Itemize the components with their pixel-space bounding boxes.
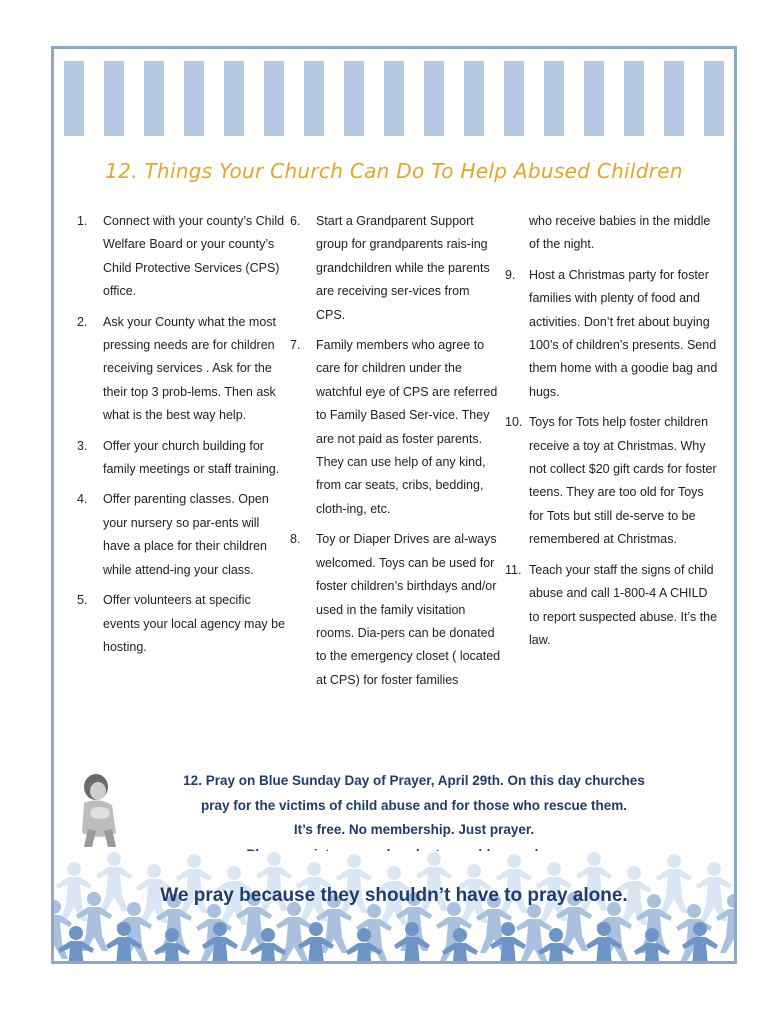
item-number: 10. [505, 415, 523, 430]
item-text: Ask your County what the most pressing needs are for children receiving services . Ask for the their top 3 prob-lems. Then ask what is the best way help. [103, 314, 276, 423]
callout-line: pray for the victims of child abuse and for those who rescue them. [200, 797, 628, 813]
item-number: 3. [77, 438, 88, 453]
list-item [505, 264, 720, 404]
page-title: 12. Things Your Church Can Do To Help Abused Children [105, 159, 683, 183]
item-text: Connect with your county’s Child Welfare Board or your county’s Child Protective Services (CPS) office. [103, 214, 285, 299]
item-number: 7. [290, 338, 301, 353]
item-number: 2. [77, 314, 88, 329]
list-item [505, 559, 720, 653]
item-text: Start a Grandparent Support group for grandparents rais-ing grandchildren while the parents are receiving ser-vices from CPS. [316, 214, 490, 322]
item-continuation: who receive babies in the middle of the night. [529, 214, 711, 252]
item-text: Toy or Diaper Drives are al-ways welcomed. Toys can be used for foster children’s birthdays and/or used in the family visitation rooms. Dia-pers can be donated to the emergency closet ( located at CPS) for foster families [316, 532, 501, 687]
item-number: 9. [505, 267, 516, 282]
list-item [77, 589, 287, 659]
column-1 [77, 210, 287, 666]
list-item [505, 411, 720, 551]
item-number: 8. [290, 532, 301, 547]
item-number: 5. [77, 593, 88, 608]
item-number: 1. [77, 214, 88, 228]
callout-line: It’s free. No membership. Just prayer. [293, 822, 535, 838]
item-text: Teach your staff the signs of child abuse and call 1-800-4 A CHILD to report suspected abuse. It’s the law. [529, 562, 718, 647]
item-number: 6. [290, 214, 301, 228]
item-number: 11. [505, 562, 522, 577]
slogan: We pray because they shouldn’t have to pray alone. [160, 885, 628, 906]
list-item [290, 528, 502, 692]
list-item [77, 488, 287, 582]
item-text: Offer volunteers at specific events your local agency may be hosting. [103, 593, 286, 654]
header-stripes [64, 61, 724, 136]
list-item [290, 210, 502, 327]
item-text: Offer parenting classes. Open your nursery so par-ents will have a place for their children while attend-ing your class. [103, 492, 269, 577]
flyer-frame [51, 46, 737, 964]
item-text: Offer your church building for family meetings or staff training. [103, 438, 280, 477]
list-item [77, 435, 287, 482]
list-item [77, 210, 287, 304]
item-text: Toys for Tots help foster children receive a toy at Christmas. Why not collect $20 gift cards for foster teens. They are too old for Toys for Tots but still de-serve to be remembered at Christmas. [529, 415, 717, 547]
list-item [77, 311, 287, 428]
column-2 [290, 210, 502, 699]
callout-line: 12. Pray on Blue Sunday Day of Prayer, April 29th. On this day churches [183, 773, 645, 788]
column-3 [505, 210, 720, 659]
item-text: Family members who agree to care for children under the watchful eye of CPS are referred to Family Based Ser-vice. They are not paid as foster parents. They can use help of any kind, from car seats, cribs, bedding, cloth-ing, etc. [316, 338, 498, 516]
item-text: Host a Christmas party for foster families with plenty of food and activities. Don’t fret about buying 100’s of children’s presents. Send them home with a goodie bag and hugs. [529, 267, 718, 399]
list-item [290, 334, 502, 521]
item-number: 4. [77, 492, 88, 507]
